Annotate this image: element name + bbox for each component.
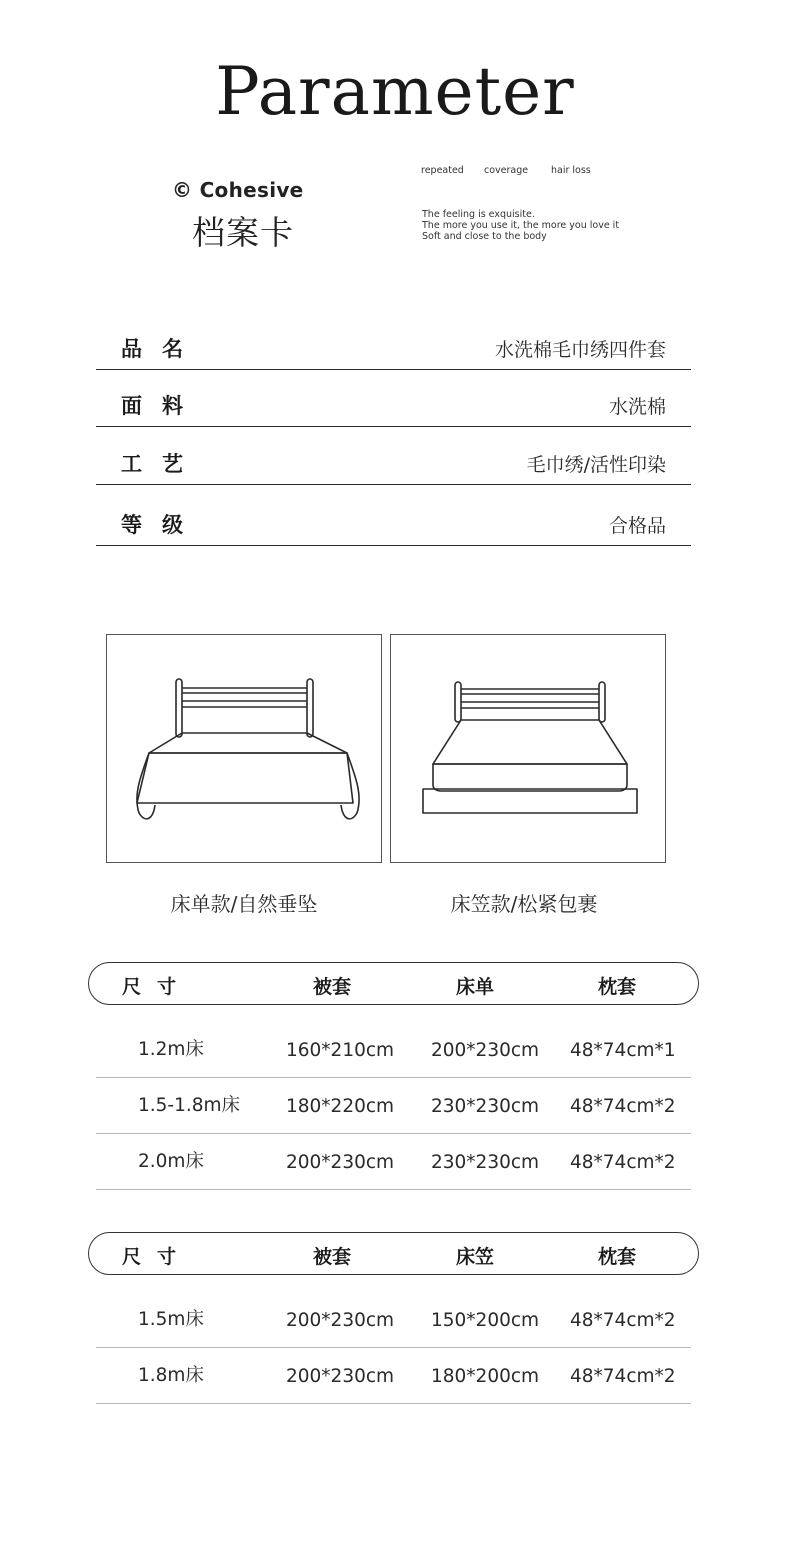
cell-duvet: 180*220cm bbox=[286, 1096, 395, 1117]
header-sheet: 床单 bbox=[456, 976, 495, 998]
cell-size: 1.5m床 bbox=[138, 1309, 204, 1330]
header-pillowcase: 枕套 bbox=[598, 976, 637, 998]
param-row-fabric bbox=[96, 370, 691, 427]
cell-size: 2.0m床 bbox=[138, 1151, 204, 1172]
cell-pillow: 48*74cm*2 bbox=[570, 1152, 676, 1173]
param-value: 水洗棉毛巾绣四件套 bbox=[494, 339, 666, 361]
cell-size: 1.2m床 bbox=[138, 1039, 204, 1060]
fitted-sheet-bed-icon bbox=[391, 635, 667, 861]
cell-pillow: 48*74cm*2 bbox=[570, 1366, 676, 1387]
cell-duvet: 200*230cm bbox=[286, 1152, 395, 1173]
param-value: 合格品 bbox=[608, 515, 666, 537]
cell-pillow: 48*74cm*2 bbox=[570, 1310, 676, 1331]
brand-name: © Cohesive bbox=[172, 178, 304, 202]
param-label: 工艺 bbox=[121, 452, 203, 476]
brand-subtitle: 档案卡 bbox=[192, 213, 294, 252]
cell-fitted-sheet: 180*200cm bbox=[431, 1366, 540, 1387]
param-row-craft bbox=[96, 428, 691, 485]
tagline-line: The more you use it, the more you love it bbox=[422, 220, 620, 231]
cell-duvet: 200*230cm bbox=[286, 1310, 395, 1331]
table-row bbox=[96, 1022, 691, 1078]
param-label: 面料 bbox=[121, 394, 203, 418]
table-row bbox=[96, 1134, 691, 1190]
param-row-grade bbox=[96, 489, 691, 546]
cell-size: 1.5-1.8m床 bbox=[138, 1095, 241, 1116]
cell-duvet: 200*230cm bbox=[286, 1366, 395, 1387]
param-value: 水洗棉 bbox=[608, 396, 666, 418]
header-duvet-cover: 被套 bbox=[313, 976, 352, 998]
page-title: Parameter bbox=[215, 53, 575, 130]
cell-size: 1.8m床 bbox=[138, 1365, 204, 1386]
table-row bbox=[96, 1078, 691, 1134]
fitted-sheet-bed-icon bbox=[390, 634, 666, 863]
header-fitted-sheet: 床笠 bbox=[456, 1246, 495, 1268]
tagline-line: Soft and close to the body bbox=[422, 231, 547, 242]
param-row-name bbox=[96, 313, 691, 370]
cell-fitted-sheet: 150*200cm bbox=[431, 1310, 540, 1331]
param-label: 等级 bbox=[121, 513, 203, 537]
cell-sheet: 230*230cm bbox=[431, 1096, 540, 1117]
cell-sheet: 200*230cm bbox=[431, 1040, 540, 1061]
tagline bbox=[422, 209, 619, 242]
size-table-header bbox=[88, 1232, 699, 1275]
size-table-header bbox=[88, 962, 699, 1005]
tag-coverage: coverage bbox=[484, 165, 529, 176]
tag-repeated: repeated bbox=[421, 165, 464, 176]
header-size: 尺寸 bbox=[122, 1246, 193, 1268]
cell-pillow: 48*74cm*1 bbox=[570, 1040, 676, 1061]
param-label: 品名 bbox=[121, 337, 203, 361]
flat-sheet-caption: 床单款/自然垂坠 bbox=[170, 892, 318, 916]
table-row bbox=[96, 1292, 691, 1348]
header-duvet-cover: 被套 bbox=[313, 1246, 352, 1268]
param-value: 毛巾绣/活性印染 bbox=[526, 454, 666, 476]
cell-pillow: 48*74cm*2 bbox=[570, 1096, 676, 1117]
header-size: 尺寸 bbox=[122, 976, 193, 998]
flat-sheet-bed-icon bbox=[107, 635, 380, 861]
header-pillowcase: 枕套 bbox=[598, 1246, 637, 1268]
cell-sheet: 230*230cm bbox=[431, 1152, 540, 1173]
flat-sheet-bed-icon bbox=[106, 634, 382, 863]
tag-hair-loss: hair loss bbox=[551, 165, 591, 176]
fitted-sheet-caption: 床笠款/松紧包裹 bbox=[450, 892, 598, 916]
table-row bbox=[96, 1348, 691, 1404]
tagline-line: The feeling is exquisite. bbox=[422, 209, 535, 220]
cell-duvet: 160*210cm bbox=[286, 1040, 395, 1061]
